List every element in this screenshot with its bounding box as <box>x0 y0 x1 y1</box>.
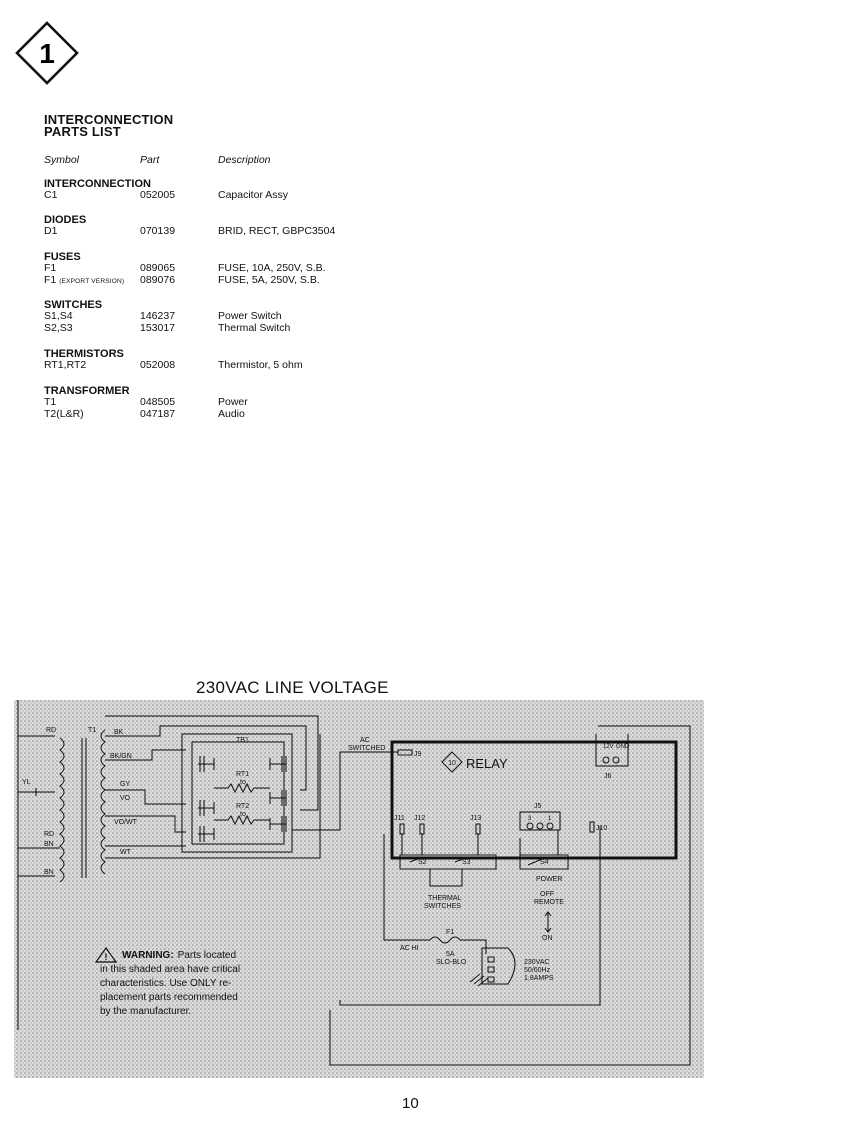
label-vo-wt: VO/WT <box>114 819 137 826</box>
label-rt1: RT1 <box>236 771 250 778</box>
label-rd-top: RD <box>46 727 57 734</box>
list-item: F1 089065 FUSE, 10A, 250V, S.B. <box>44 262 326 274</box>
label-gy: GY <box>120 781 131 788</box>
label-bn2: BN <box>44 869 54 876</box>
header-symbol: Symbol <box>44 154 80 166</box>
label-slo-blo: SLO-BLO <box>436 959 467 966</box>
label-j13: J13 <box>470 815 482 822</box>
label-t1: T1 <box>88 727 97 734</box>
label-off: OFF <box>540 891 554 898</box>
label-on: ON <box>542 935 553 942</box>
label-rt2: RT2 <box>236 803 250 810</box>
label-fuse-rating: 5A <box>446 951 455 958</box>
label-relay-num: 10 <box>448 760 456 767</box>
label-hz: 50/60Hz <box>524 967 551 974</box>
label-power: POWER <box>536 876 563 883</box>
label-j5-pin1: 1 <box>548 816 552 822</box>
section-badge <box>14 20 80 86</box>
svg-text:in this shaded area have criti: in this shaded area have critical <box>100 964 241 975</box>
list-item: F1 (EXPORT VERSION) 089076 FUSE, 5A, 250V, S.B. <box>44 273 320 286</box>
parts-list-title: INTERCONNECTION PARTS LIST <box>44 112 174 139</box>
svg-text:by the manufacturer.: by the manufacturer. <box>100 1006 192 1017</box>
section-switches: SWITCHES S1,S4 146237 Power Switch S2,S3 153017 Thermal Switch <box>44 299 464 334</box>
label-bn1: BN <box>44 841 54 848</box>
list-item: RT1,RT2 052008 Thermistor, 5 ohm <box>44 359 303 371</box>
list-item: S1,S4 146237 Power Switch <box>44 310 282 322</box>
label-vo: VO <box>120 795 131 802</box>
label-bk: BK <box>114 729 124 736</box>
diagram-title: 230VAC LINE VOLTAGE <box>196 678 389 697</box>
label-j9: J9 <box>414 751 422 758</box>
label-amps: 1.8AMPS <box>524 975 554 982</box>
label-j6: J6 <box>604 773 612 780</box>
parts-list <box>44 112 464 420</box>
label-s3: S3 <box>462 859 471 866</box>
warning-exclaim-icon: ! <box>104 952 108 962</box>
label-wt: WT <box>120 849 131 856</box>
label-f1: F1 <box>446 929 455 936</box>
label-j10: J10 <box>596 825 608 832</box>
label-j11: J11 <box>394 815 405 822</box>
header-description: Description <box>218 154 271 166</box>
label-bk-gn: BK/GN <box>110 753 132 760</box>
section-diodes: DIODES D1 070139 BRID, RECT, GBPC3504 <box>44 214 464 238</box>
section-interconnection: INTERCONNECTION C1 052005 Capacitor Assy <box>44 178 464 202</box>
svg-text:WARNING:Parts located: WARNING: Parts located <box>122 950 237 961</box>
svg-text:characteristics. Use ONLY re-: characteristics. Use ONLY re- <box>100 978 232 989</box>
header-part: Part <box>140 154 160 166</box>
label-thermal-switches: SWITCHES <box>424 903 461 910</box>
label-rd-bottom: RD <box>44 831 55 838</box>
label-s2: S2 <box>418 859 427 866</box>
label-thermal: THERMAL <box>428 895 462 902</box>
label-yl: YL <box>22 779 31 786</box>
wiring-schematic <box>0 700 705 1080</box>
label-j12: J12 <box>414 815 426 822</box>
label-ac-hi: AC HI <box>400 945 419 952</box>
label-rt2-t0: to <box>240 811 246 818</box>
section-thermistors: THERMISTORS RT1,RT2 052008 Thermistor, 5 ohm <box>44 348 464 372</box>
page-number: 10 <box>402 1095 419 1112</box>
list-item: T2(L&R) 047187 Audio <box>44 407 245 420</box>
svg-text:placement parts recommended: placement parts recommended <box>100 992 238 1003</box>
label-switched: SWITCHED <box>348 745 386 752</box>
label-relay: RELAY <box>466 756 508 771</box>
section-fuses: FUSES F1 089065 FUSE, 10A, 250V, S.B. F1 (EXPORT VERSION) 089076 FUSE, 5A, 250V, S.B. <box>44 251 464 286</box>
label-s4: S4 <box>540 859 549 866</box>
label-rt1-t0: to <box>240 779 246 786</box>
label-230vac: 230VAC <box>524 959 550 966</box>
list-item: T1 048505 Power <box>44 396 248 408</box>
list-item: C1 052005 Capacitor Assy <box>44 189 289 201</box>
section-transformer: TRANSFORMER T1 048505 Power T2(L&R) 047187 Audio <box>44 385 464 420</box>
label-remote: REMOTE <box>534 899 564 906</box>
label-gnd: GND <box>616 744 630 750</box>
list-item: D1 070139 BRID, RECT, GBPC3504 <box>44 225 336 237</box>
label-ac: AC <box>360 737 370 744</box>
label-tb1: TB1 <box>236 737 249 744</box>
badge-number: 1 <box>39 38 55 69</box>
label-12v: 12V <box>603 744 614 750</box>
label-j5-pin3: 3 <box>528 816 532 822</box>
label-j5: J5 <box>534 803 542 810</box>
list-item: S2,S3 153017 Thermal Switch <box>44 321 291 334</box>
